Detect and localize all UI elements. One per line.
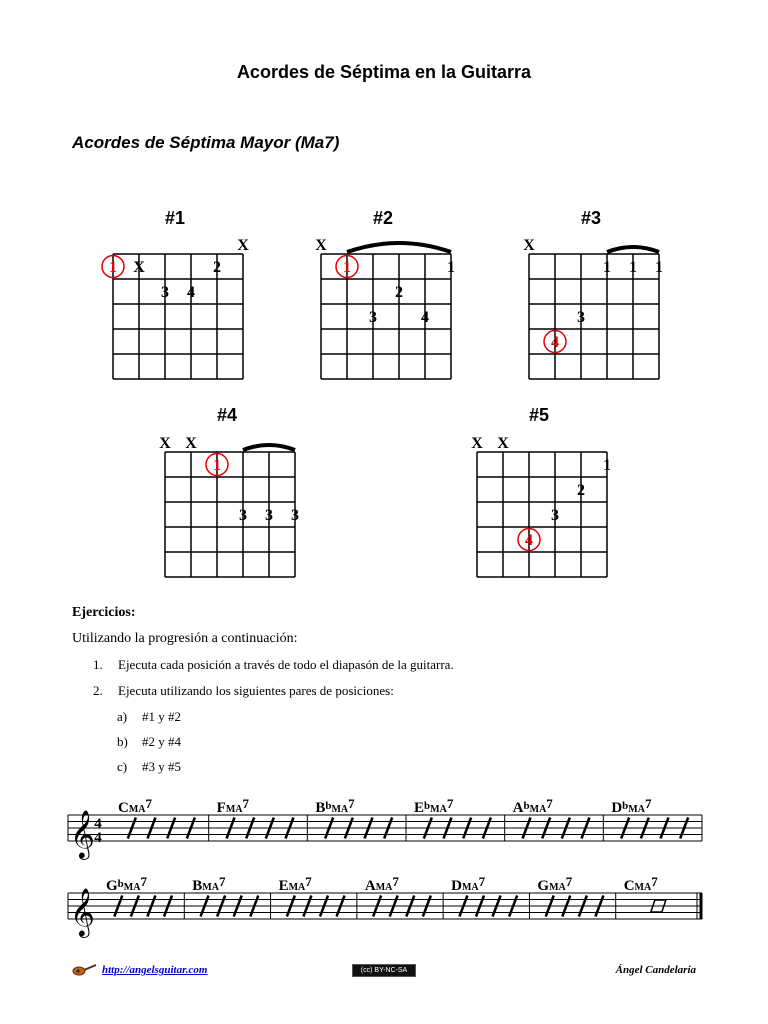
finger-number: 3 (161, 284, 169, 301)
diagram-5-label: #5 (528, 405, 550, 425)
exercise-sub-item-text: #3 y #5 (142, 759, 181, 774)
time-signature-bottom: 4 (94, 830, 102, 846)
chord-symbol: $E^b_{MA}7$ (414, 796, 454, 816)
muted-string-mark: X (315, 237, 327, 254)
diagram-4-label: #4 (216, 405, 238, 425)
finger-number: 1 (629, 259, 637, 276)
muted-string-mark: X (237, 237, 249, 254)
exercise-item-number: 2. (93, 683, 103, 698)
time-signature-top: 4 (94, 816, 102, 832)
chord-symbol: CMA7 (118, 796, 153, 816)
chord-symbol: $A^b_{MA}7$ (512, 796, 553, 816)
finger-number: 1 (655, 259, 663, 276)
muted-string-mark: X (523, 237, 535, 254)
finger-number: 3 (369, 309, 377, 326)
muted-string-mark: X (159, 435, 171, 452)
exercise-sub-item-text: #1 y #2 (142, 709, 181, 724)
diagram-2-label: #2 (372, 208, 394, 228)
finger-number: 4 (187, 284, 195, 301)
chord-symbol: DMA7 (451, 874, 486, 894)
diagram-3-label: #3 (580, 208, 602, 228)
finger-number: 1 (603, 457, 611, 474)
exercise-item-number: 1. (93, 657, 103, 672)
barre-arc (243, 445, 295, 450)
chord-diagram-3 (511, 232, 686, 387)
chord-symbol: EMA7 (278, 874, 312, 894)
chord-symbol: AMA7 (364, 874, 399, 894)
muted-string-mark: X (497, 435, 509, 452)
finger-number: 3 (239, 507, 247, 524)
finger-number: 1 (603, 259, 611, 276)
chord-symbol: BMA7 (192, 874, 226, 894)
finger-number: 1 (213, 457, 221, 474)
treble-clef: 𝄞 (70, 812, 95, 858)
license-text: BY-NC-SA (374, 967, 408, 974)
finger-number: 4 (551, 334, 559, 351)
finger-number: 3 (265, 507, 273, 524)
chord-diagram-4 (147, 430, 322, 585)
exercise-item-text: Ejecuta cada posición a través de todo el diapasón de la guitarra. (118, 657, 454, 672)
finger-number: 1 (447, 259, 455, 276)
cc-icon: (cc) (360, 967, 373, 974)
barre-arc (347, 243, 451, 252)
muted-string-mark: X (185, 435, 197, 452)
finger-number: 2 (213, 259, 221, 276)
website-link[interactable]: http://angelsguitar.com (102, 964, 208, 976)
chord-diagram-2 (303, 232, 478, 387)
author-name: Ángel Candelaria (615, 964, 696, 976)
chord-diagram-5 (459, 430, 634, 585)
finger-number: 4 (525, 532, 533, 549)
exercise-sub-item-letter: a) (117, 709, 128, 724)
finger-number: 2 (577, 482, 585, 499)
chord-symbol: $D^b_{MA}7$ (611, 796, 652, 816)
chord-symbol: GMA7 (537, 874, 573, 894)
exercise-item-text: Ejecuta utilizando los siguientes pares de posiciones: (118, 683, 394, 698)
license-badge (352, 964, 416, 977)
chord-symbol: $B^b_{MA}7$ (315, 796, 355, 816)
exercise-sub-item-letter: c) (117, 759, 128, 774)
exercise-sub-item-text: #2 y #4 (142, 734, 181, 749)
section-title: Acordes de Séptima Mayor (Ma7) (72, 133, 340, 152)
exercises-intro: Utilizando la progresión a continuación: (72, 631, 298, 646)
diagram-1-label: #1 (164, 208, 186, 228)
chord-diagram-1 (95, 232, 270, 387)
treble-clef: 𝄞 (70, 890, 95, 936)
chord-symbol: FMA7 (216, 796, 250, 816)
finger-number: 3 (291, 507, 299, 524)
barre-arc (607, 247, 659, 252)
finger-number: 1 (109, 259, 117, 276)
guitar-icon (72, 962, 98, 981)
finger-number: 3 (577, 309, 585, 326)
finger-number: 2 (395, 284, 403, 301)
chord-progression-score (60, 795, 710, 945)
finger-number: 3 (551, 507, 559, 524)
chord-symbol: $G^b_{MA}7$ (106, 874, 147, 894)
finger-number: X (133, 259, 145, 276)
chord-symbol: CMA7 (623, 874, 658, 894)
finger-number: 1 (343, 259, 351, 276)
muted-string-mark: X (471, 435, 483, 452)
exercises-heading: Ejercicios: (72, 605, 136, 620)
exercise-sub-item-letter: b) (117, 734, 128, 749)
finger-number: 4 (421, 309, 429, 326)
page-title: Acordes de Séptima en la Guitarra (236, 62, 532, 82)
